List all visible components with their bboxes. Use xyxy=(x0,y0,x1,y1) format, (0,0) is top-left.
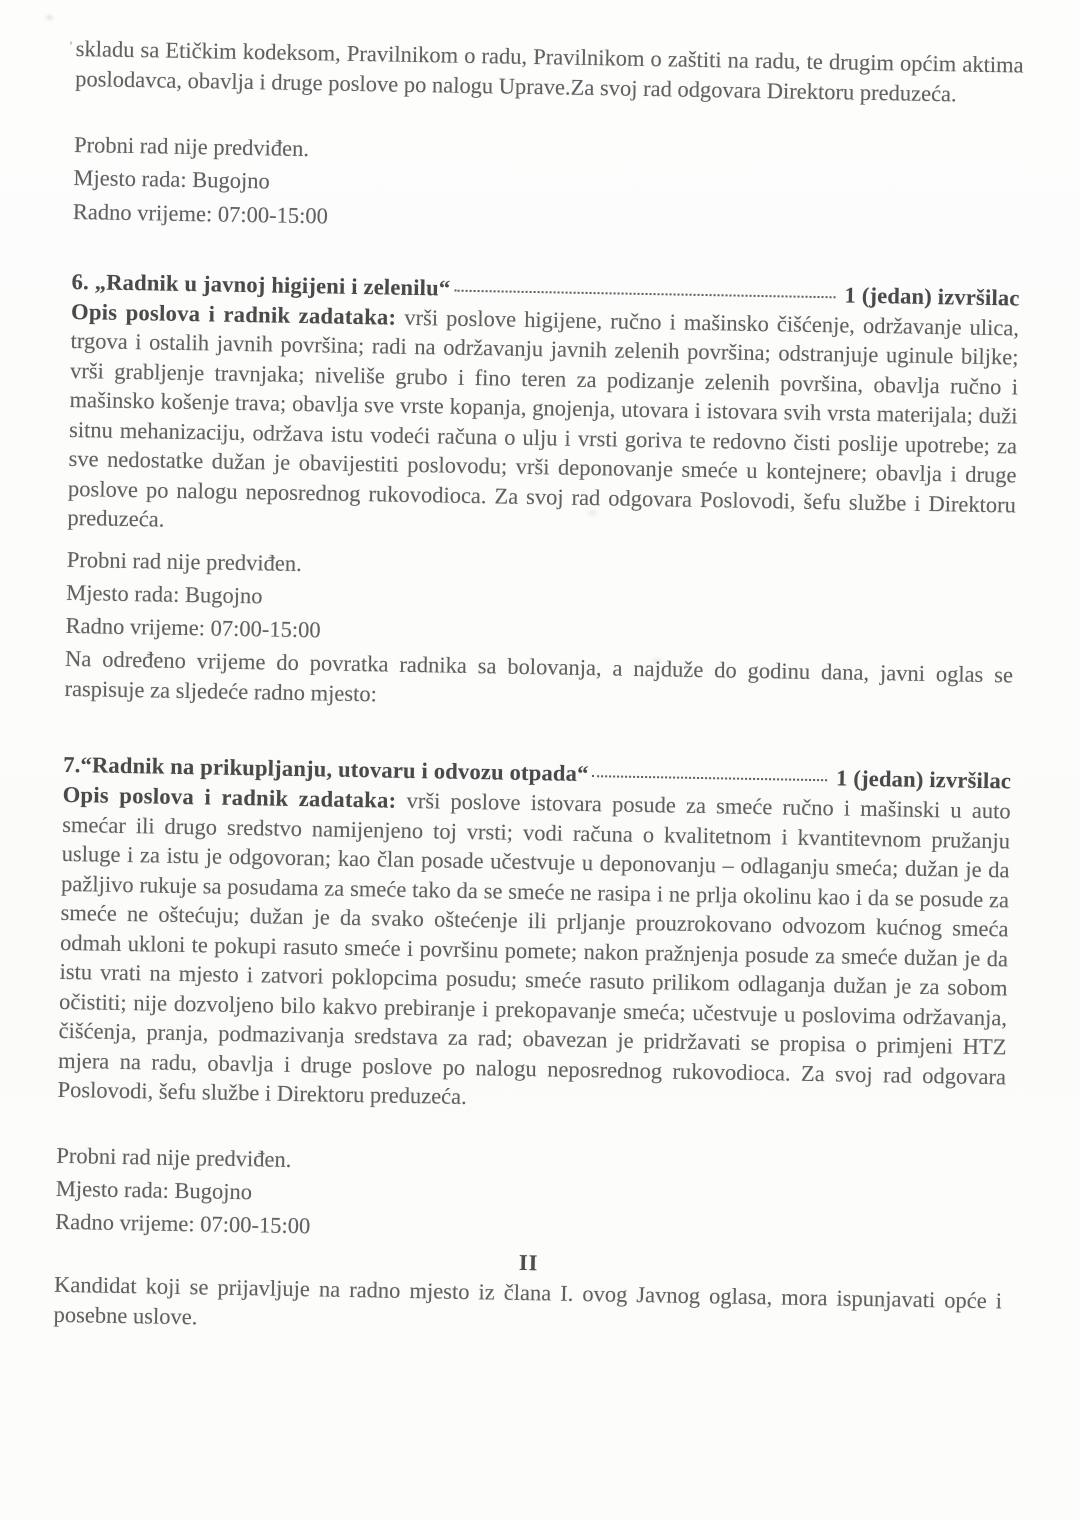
description-text-6: vrši poslove higijene, ručno i mašinsko čišćenje, održavanje ulica, trgova i ostalih javnih površina; radi na održavanju javnih zelenih površina; odstranjuje uginule biljke; vrši grabljenje travnjaka; niveliše grubo i fino teren za podizanje zelenih površina, obavlja ručno i mašinsko košenje trava; obavlja sve vrste kopanja, gnojenja, utovara i istovara svih vrsta materijala; duži sitnu mehanizaciju, održava istu vodeći računa o ulju i vrsti goriva te redovno čisti poslije upotrebe; za sve nedostatke dužan je obavijestiti poslovodu; vrši deponovanje smeće u kontejnere; obavlja i druge poslove po nalogu neposrednog rukovodioca. Za svoj rad odgovara Poslovodi, šefu službe i Direktoru preduzeća. xyxy=(67,304,1020,532)
radno-vrijeme-line: Radno vrijeme: 07:00-15:00 xyxy=(72,198,329,228)
mjesto-rada-line: Mjesto rada: Bugojno xyxy=(66,579,263,609)
closing-paragraph: Kandidat koji se prijavljuje na radno mjesto iz člana I. ovog Javnog oglasa, mora ispunjavati opće i posebne uslove. xyxy=(53,1271,1003,1330)
document-content xyxy=(53,34,1023,1347)
stray-scan-mark: ˈ xyxy=(68,38,74,58)
mjesto-rada-line: Mjesto rada: Bugojno xyxy=(73,165,270,194)
job-title-6: 6. „Radnik u javnoj higijeni i zelenilu“ xyxy=(71,268,451,301)
scan-speck xyxy=(46,15,53,20)
job-info-block-2 xyxy=(65,545,1015,658)
intro-paragraph: skladu sa Etičkim kodeksom, Pravilnikom o radu, Pravilnikom o zaštiti na radu, te drugim općim aktima poslodavca, obavlja i druge poslove po nalogu Uprave.Za svoj rad odgovara Direktoru preduzeća. xyxy=(75,35,1024,107)
description-text-7: vrši poslove istovara posude za smeće ručno i mašinski u auto smećar ili drugo sredstvo namijenjeno toj vrsti; vodi računa o kvalitetnom i kvantitevnom pružanju usluge i za istu je odgovoran; kao član posade učestvuje u deponovanju – odlaganju smeća; dužan je da pažljivo rukuje sa posudama za smeće tako da se smeće ne rasipa i ne prlja okolinu kao i da se posude za smeće ne oštećuju; dužan je da svako oštećenje ili prljanje prouzrokovano odvozom kućnog smeća odmah ukloni te pokupi rasuto smeće i površinu pomete; nakon pražnjenja posude za smeće dužan je da istu vrati na mjesto i zatvori poklopcima posudu; smeće rasuto prilikom odlaganja dužan je za sobom očistiti; nije dozvoljeno bilo kakvo prebiranje i prekopavanje smeća; učestvuje u poslovima održavanja, čišćenja, pranja, podmazivanja sredstava za rad; obavezan je pridržavati se propisa o primjeni HTZ mjera na radu, obavlja i druge poslove po nalogu neposrednog rukovodioca. Za svoj rad odgovara Poslovodi, šefu službe i Direktoru preduzeća. xyxy=(57,788,1011,1110)
dotted-leader xyxy=(454,289,835,298)
job-info-block-3 xyxy=(55,1140,1005,1253)
section-numeral: II xyxy=(518,1249,539,1276)
interim-paragraph: Na određeno vrijeme do povratka radnika sa bolovanja, a najduže do godinu dana, javni oglas se raspisuje za sljedeće radno mjesto: xyxy=(64,645,1014,707)
job-description-6 xyxy=(67,297,1019,549)
probni-rad-line: Probni rad nije predviđen. xyxy=(56,1142,292,1172)
job-title-7: 7.“Radnik na prikupljanju, utovaru i odvozu otpada“ xyxy=(63,752,589,787)
probni-rad-line: Probni rad nije predviđen. xyxy=(66,546,302,576)
description-label-6: Opis poslova i radnik zadataka: xyxy=(70,298,397,330)
job-count-6: 1 (jedan) izvršilac xyxy=(844,282,1020,311)
description-label-7: Opis poslova i radnik zadataka: xyxy=(62,782,397,814)
radno-vrijeme-line: Radno vrijeme: 07:00-15:00 xyxy=(65,612,321,643)
job-description-7 xyxy=(57,780,1011,1121)
dotted-leader xyxy=(592,775,827,781)
job-info-block-1 xyxy=(73,130,1023,243)
probni-rad-line: Probni rad nije predviđen. xyxy=(73,132,310,162)
mjesto-rada-line: Mjesto rada: Bugojno xyxy=(55,1175,253,1204)
job-count-7: 1 (jedan) izvršilac xyxy=(835,765,1012,794)
radno-vrijeme-line: Radno vrijeme: 07:00-15:00 xyxy=(55,1208,311,1239)
